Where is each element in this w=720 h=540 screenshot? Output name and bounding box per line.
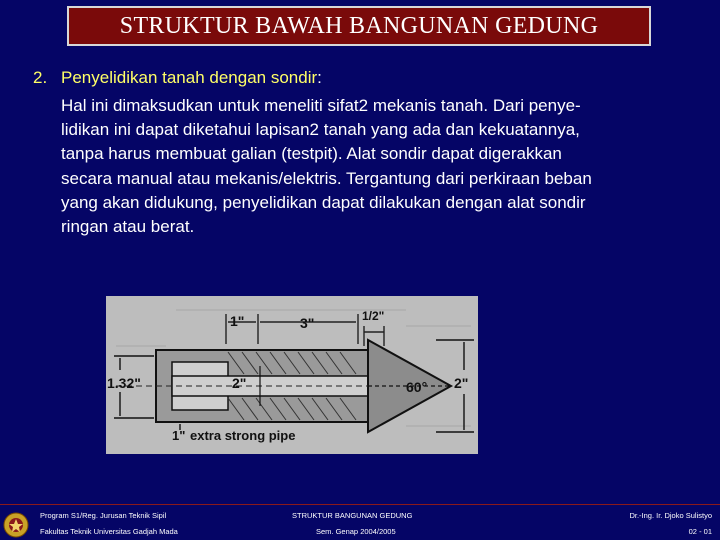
body-line: ringan atau berat. — [61, 217, 195, 237]
sondir-cone-figure — [106, 296, 478, 454]
cone-angle-label: 60° — [406, 379, 428, 395]
pipe-dim-label: 1" — [172, 428, 186, 443]
footer-course: STRUKTUR BANGUNAN GEDUNG — [292, 511, 413, 520]
point-colon: : — [317, 68, 322, 87]
body-line: yang akan didukung, penyelidikan dapat dilakukan dengan alat sondir — [61, 192, 586, 212]
dim-3in-label: 3" — [300, 315, 315, 331]
footer-program: Program S1/Reg. Jurusan Teknik Sipil — [40, 511, 167, 520]
sondir-cone-drawing — [106, 296, 478, 454]
footer-divider — [0, 504, 720, 505]
body-line: tanpa harus membuat galian (testpit). Alat sondir dapat digerakkan — [61, 144, 562, 164]
pipe-label: extra strong pipe — [190, 428, 296, 443]
point-heading: Penyelidikan tanah dengan sondir — [61, 68, 318, 87]
body-line: Hal ini dimaksudkan untuk meneliti sifat2 mekanis tanah. Dari penye- — [61, 96, 581, 115]
dim-2in-right-label: 2" — [454, 375, 469, 391]
body-paragraph — [61, 94, 701, 239]
body-line: secara manual atau mekanis/elektris. Tergantung dari perkiraan beban — [61, 168, 592, 188]
footer-author: Dr.-Ing. Ir. Djoko Sulistyo — [629, 511, 712, 520]
dim-1in-label: 1" — [230, 313, 245, 329]
point-heading-line — [33, 66, 703, 90]
university-logo-icon — [3, 512, 29, 538]
dim-2in-inner-label: 2" — [232, 375, 247, 391]
footer-page-number: 02 - 01 — [688, 527, 712, 536]
dim-132-label: 1.32" — [107, 375, 141, 391]
footer-faculty: Fakultas Teknik Universitas Gadjah Mada — [40, 527, 178, 536]
body-line: lidikan ini dapat diketahui lapisan2 tanah yang ada dan kekuatannya, — [61, 120, 580, 140]
point-number: 2. — [33, 68, 48, 87]
slide-title-box — [67, 6, 651, 46]
footer-semester: Sem. Genap 2004/2005 — [316, 527, 396, 536]
slide-title: STRUKTUR BAWAH BANGUNAN GEDUNG — [119, 12, 599, 39]
dim-half-label: 1/2" — [362, 309, 385, 323]
